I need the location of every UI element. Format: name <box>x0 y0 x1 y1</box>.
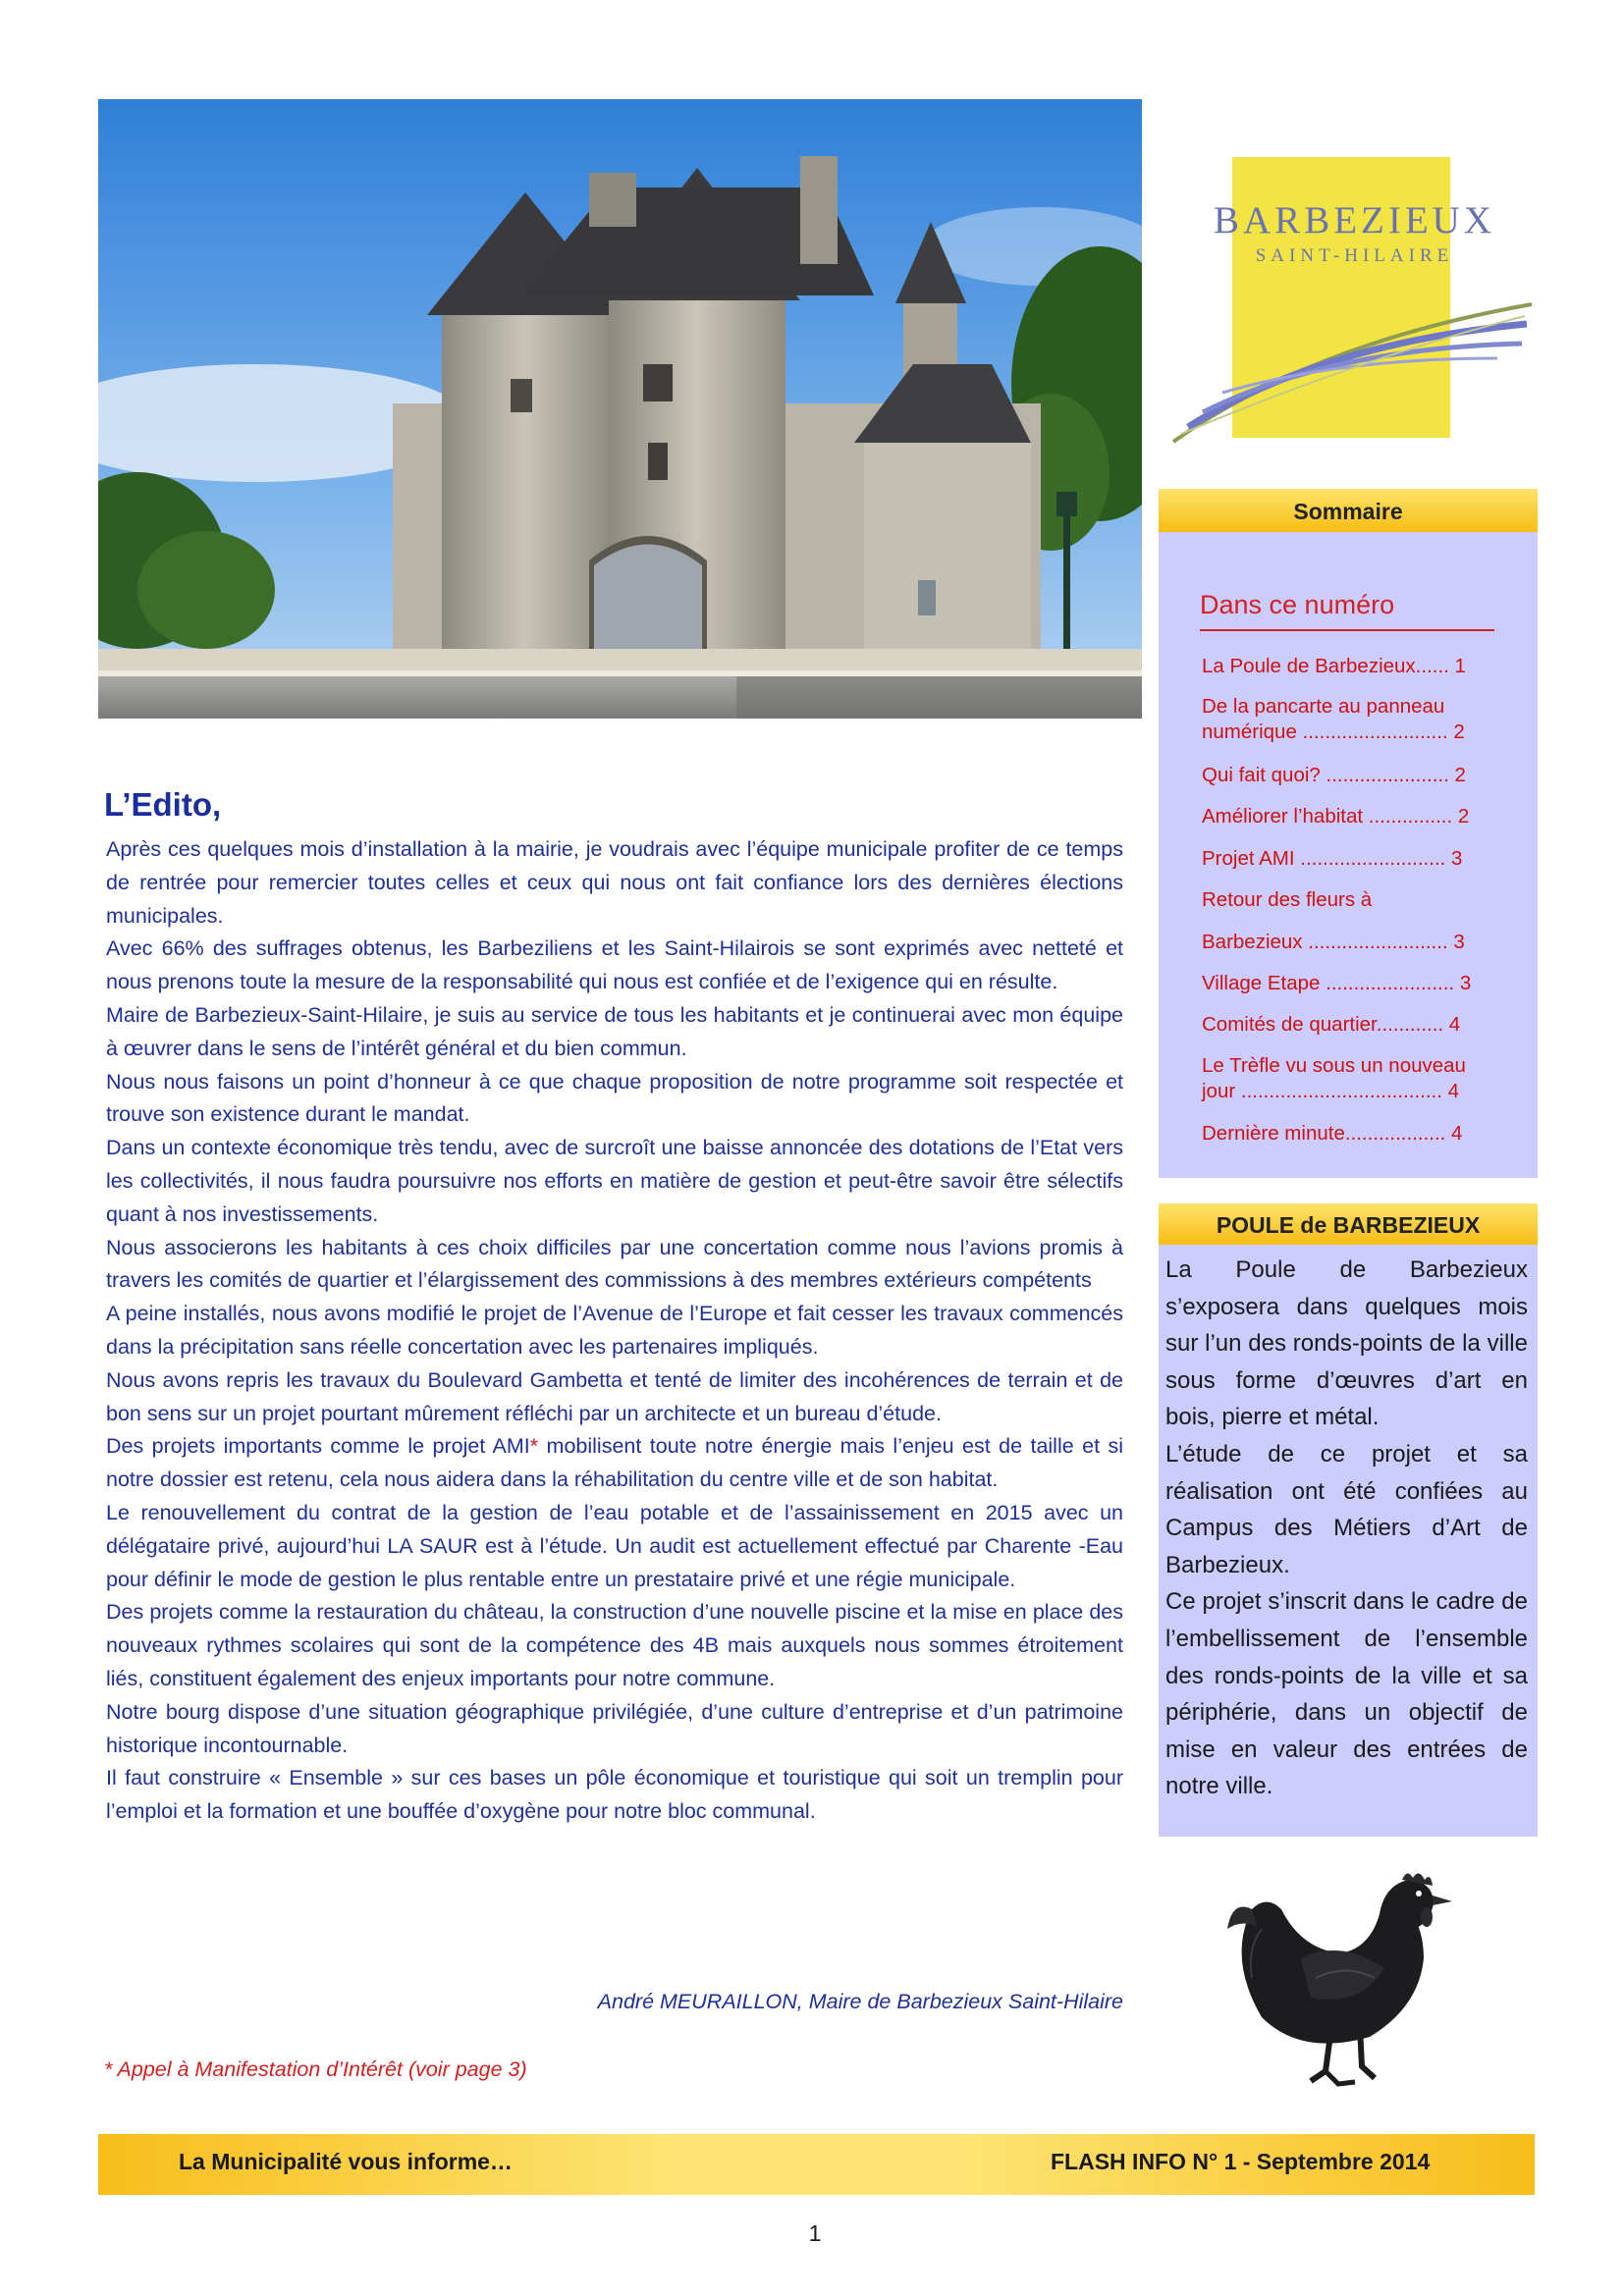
edito-paragraph: Nous associerons les habitants à ces choix difficiles par une concertation comme nous l’avions promis à travers les comités de quartier et l’élargissement des commissions à des membres extérieurs compétents <box>106 1235 1123 1293</box>
logo-line2: SAINT-HILAIRE <box>1255 245 1454 266</box>
toc-item[interactable]: Le Trèfle vu sous un nouveau jour .................................... 4 <box>1202 1054 1466 1102</box>
ami-text-after: mobilisent toute notre énergie mais l’enjeu est de taille et si notre dossier est retenu, cela nous aidera dans la réhabilitation du centre ville et de son habitat. <box>106 1434 1123 1492</box>
edito-paragraph: Le renouvellement du contrat de la gestion de l’eau potable et de l’assainissement en 2015 avec un délégataire privé, aujourd’hui LA SAUR est à l’étude. Un audit est actuellement effectué par Charente -Eau pour définir le mode de gestion le plus rentable entre un prestataire privé et une régie municipale. <box>106 1500 1123 1591</box>
edito-paragraph: Des projets comme la restauration du château, la construction d’une nouvelle piscine et la mise en place des nouveaux rythmes scolaires qui sont de la compétence des 4B mais auxquels nous sommes étroitement liés, constituent également des enjeux importants pour notre commune. <box>106 1600 1123 1690</box>
sommaire-subheading: Dans ce numéro <box>1200 590 1395 619</box>
edito-signature: André MEURAILLON, Maire de Barbezieux Saint-Hilaire <box>597 1990 1123 2013</box>
toc-item[interactable]: Village Etape ....................... 3 <box>1202 972 1472 994</box>
page-number: 1 <box>808 2220 822 2246</box>
sommaire-heading: Sommaire <box>1159 489 1538 532</box>
edito-paragraph: Notre bourg dispose d’une situation géographique privilégiée, d’une culture d’entreprise et d’un patrimoine historique incontournable. <box>106 1699 1123 1757</box>
poule-heading: POULE de BARBEZIEUX <box>1159 1203 1538 1245</box>
subheading-rule <box>1200 629 1494 631</box>
toc-item[interactable]: Qui fait quoi? ...................... 2 <box>1202 764 1466 786</box>
edito-paragraph-ami <box>106 1430 1123 1497</box>
poule-text <box>1165 1252 1528 1805</box>
ami-footnote-marker: * <box>529 1434 539 1459</box>
town-logo <box>1164 147 1537 461</box>
toc-item[interactable]: Projet AMI .......................... 3 <box>1202 847 1463 870</box>
hen-illustration <box>1222 1870 1458 2096</box>
edito-paragraph: Maire de Barbezieux-Saint-Hilaire, je suis au service de tous les habitants et je continuerai avec mon équipe à œuvrer dans le sens de l’intérêt général et du bien commun. <box>106 1002 1123 1060</box>
edito-footnote: * Appel à Manifestation d’Intérêt (voir page 3) <box>104 2057 527 2081</box>
toc-item[interactable]: Améliorer l’habitat ............... 2 <box>1202 805 1470 828</box>
edito-paragraph: Après ces quelques mois d’installation à la mairie, je voudrais avec l’équipe municipale profiter de ce temps de rentrée pour remercier toutes celles et ceux qui nous ont fait confiance lors des dernières élections municipales. <box>106 837 1123 928</box>
poule-paragraph: L’étude de ce projet et sa réalisation ont été confiées au Campus des Métiers d’Art de Barbezieux. <box>1165 1440 1528 1578</box>
toc-item[interactable]: Comités de quartier............ 4 <box>1202 1013 1461 1036</box>
poule-paragraph: La Poule de Barbezieux s’exposera dans quelques mois sur l’un des ronds-points de la ville sous forme d’œuvres d’art en bois, pierre et métal. <box>1165 1256 1528 1431</box>
toc-item[interactable]: Retour des fleurs à <box>1202 888 1373 911</box>
edito-paragraph: Avec 66% des suffrages obtenus, les Barbeziliens et les Saint-Hilairois se sont exprimés avec netteté et nous prenons toute la mesure de la responsabilité qui nous est confiée et de l’exigence qui en résulte. <box>106 936 1123 994</box>
footer-left-text: La Municipalité vous informe… <box>179 2149 513 2174</box>
edito-paragraph: Dans un contexte économique très tendu, avec de surcroît une baisse annoncée des dotations de l’Etat vers les collectivités, il nous faudra poursuivre nos efforts en matière de gestion et peut-être savoir être sélectifs quant à nos investissements. <box>106 1136 1123 1226</box>
edito-paragraph: Nous nous faisons un point d’honneur à ce que chaque proposition de notre programme soit respectée et trouve son existence durant le mandat. <box>106 1069 1123 1127</box>
poule-paragraph: Ce projet s’inscrit dans le cadre de l’embellissement de l’ensemble des ronds-points de la ville et sa périphérie, dans un objectif de mise en valeur des entrées de notre ville. <box>1165 1588 1528 1800</box>
footer-issue-info: FLASH INFO N° 1 - Septembre 2014 <box>1051 2149 1431 2174</box>
toc-item[interactable]: De la pancarte au panneau numérique .......................... 2 <box>1202 695 1465 743</box>
chateau-photo <box>98 99 1142 719</box>
logo-line1: BARBEZIEUX <box>1214 199 1495 241</box>
toc-item[interactable]: Dernière minute.................. 4 <box>1202 1122 1463 1145</box>
edito-paragraph: Il faut construire « Ensemble » sur ces bases un pôle économique et touristique qui soit un tremplin pour l’emploi et la formation et une bouffée d’oxygène pour notre bloc communal. <box>106 1766 1123 1824</box>
ami-text-before: Des projets importants comme le projet AMI <box>106 1434 530 1459</box>
edito-paragraph: Nous avons repris les travaux du Boulevard Gambetta et tenté de limiter des incohérences de terrain et de bon sens sur un projet pourtant mûrement réfléchi par un architecte et un bureau d’étude. <box>106 1367 1123 1425</box>
toc-item[interactable]: La Poule de Barbezieux...... 1 <box>1202 655 1466 677</box>
toc-item[interactable]: Barbezieux ......................... 3 <box>1202 931 1465 953</box>
edito-paragraph: A peine installés, nous avons modifié le projet de l’Avenue de l’Europe et fait cesser les travaux commencés dans la précipitation sans réelle concertation avec les partenaires impliqués. <box>106 1302 1123 1359</box>
edito-body <box>106 833 1123 1829</box>
edito-title: L’Edito, <box>104 786 222 823</box>
